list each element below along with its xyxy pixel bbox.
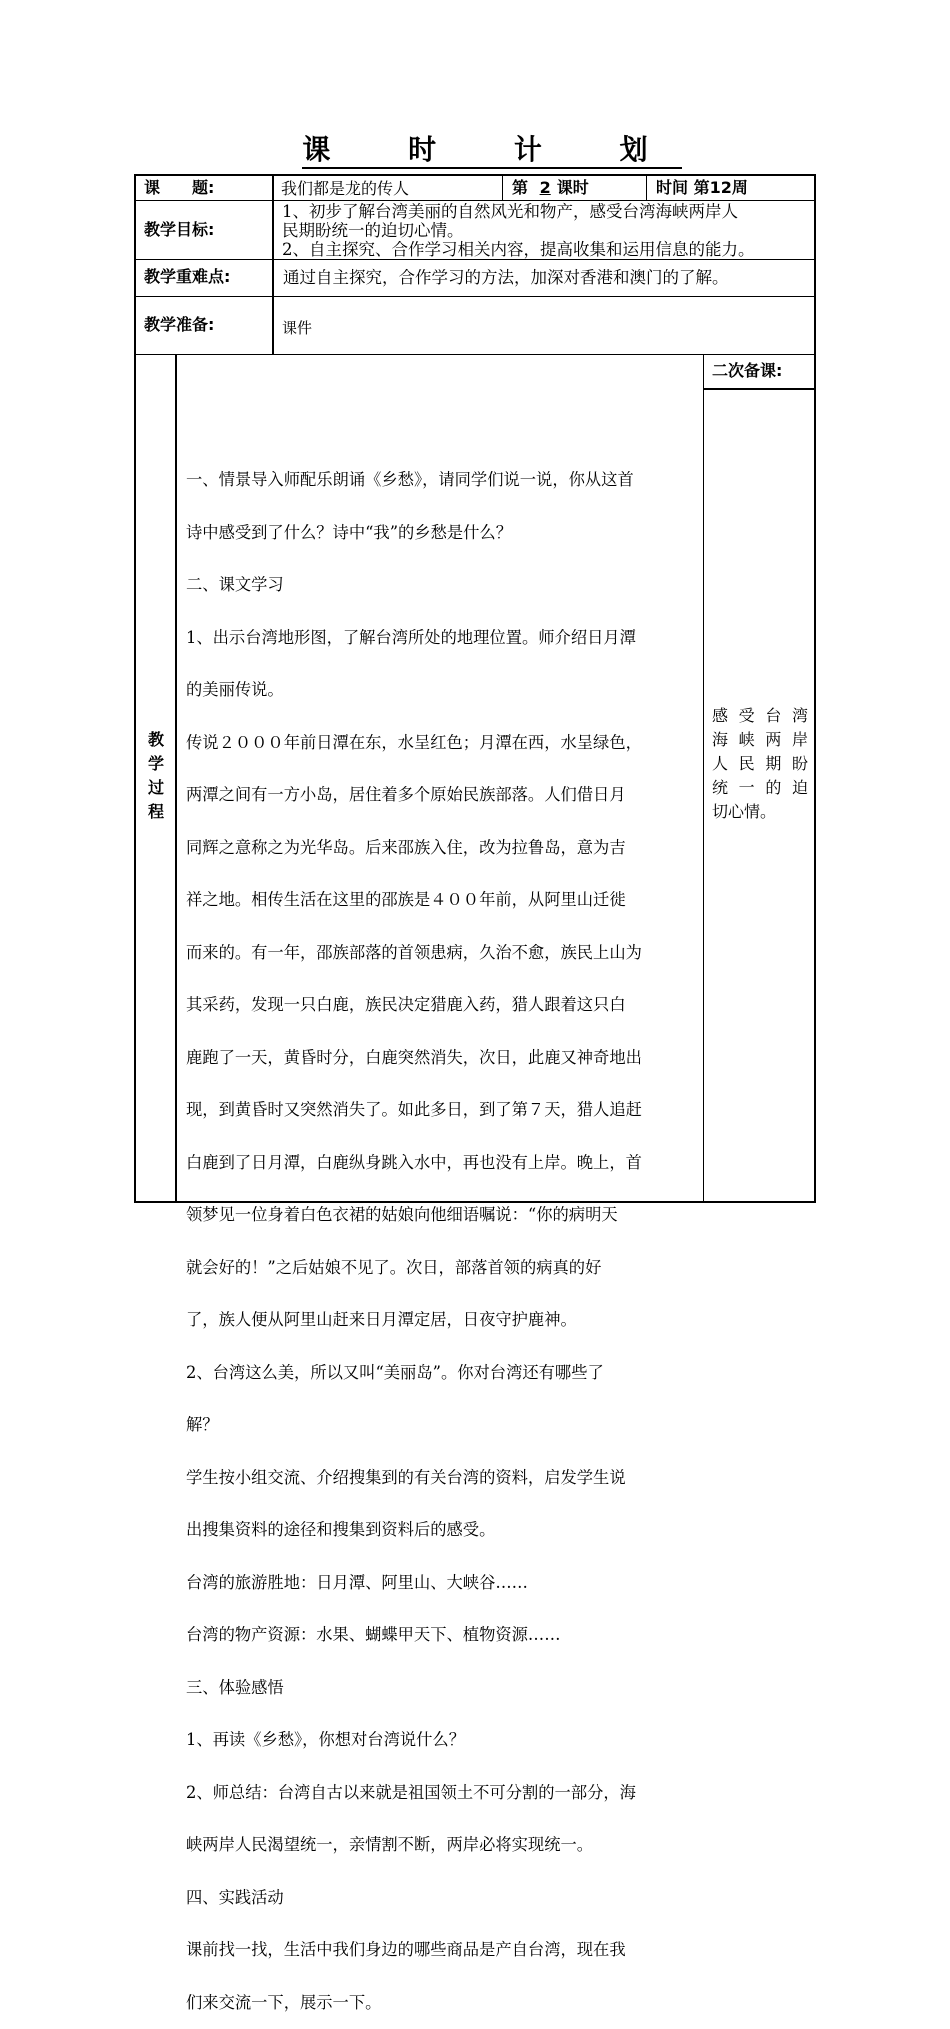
process-line: 课前找一找，生活中我们身边的哪些商品是产自台湾，现在我 — [186, 1940, 626, 1959]
lesson-suffix: 课时 — [556, 178, 589, 197]
process-line: 鹿跑了一天，黄昏时分，白鹿突然消失，次日，此鹿又神奇地出 — [186, 1047, 642, 1067]
process-line: 同辉之意称之为光华岛。后来邵族入住，改为拉鲁岛，意为吉 — [186, 837, 626, 857]
table-border-left — [134, 174, 136, 1203]
process-label — [136, 728, 176, 824]
process-line: 三、体验感悟 — [186, 1677, 284, 1697]
preparation-text: 课件 — [282, 319, 313, 337]
process-line: 一、情景导入师配乐朗诵《乡愁》，请同学们说一说，你从这首 — [186, 470, 634, 489]
process-line: 祥之地。相传生活在这里的邵族是４００年前，从阿里山迁徙 — [186, 890, 626, 909]
process-line: 解？ — [186, 1415, 219, 1434]
row-divider — [134, 200, 816, 201]
side-line: 切心情。 — [712, 802, 777, 821]
process-line: 1、出示台湾地形图，了解台湾所处的地理位置。师介绍日月潭 — [186, 627, 636, 647]
process-label-char: 过 — [147, 778, 164, 797]
process-line: 领梦见一位身着白色衣裙的姑娘向他细语嘱说：“你的病明天 — [186, 1205, 618, 1224]
process-line: 1、再读《乡愁》，你想对台湾说什么？ — [186, 1730, 465, 1749]
second-prep-label: 二次备课: — [712, 361, 783, 380]
time-week — [656, 178, 748, 198]
process-line: 白鹿到了日月潭，白鹿纵身跳入水中，再也没有上岸。晚上，首 — [186, 1152, 642, 1172]
process-line: 两潭之间有一方小岛，居住着多个原始民族部落。人们借日月 — [186, 785, 626, 804]
lesson-number-value: 2 — [539, 178, 551, 197]
process-label-char: 学 — [147, 754, 164, 773]
side-line: 海峡两岸 — [712, 730, 808, 749]
process-line: 而来的。有一年，邵族部落的首领患病，久治不愈，族民上山为 — [186, 942, 642, 962]
row-divider — [134, 296, 816, 297]
process-body — [186, 436, 698, 2029]
process-line: 传说２０００年前日潭在东，水呈红色；月潭在西，水呈绿色， — [186, 732, 642, 752]
col-divider — [703, 354, 704, 1202]
goals-line: 2、自主探究、合作学习相关内容，提高收集和运用信息的能力。 — [282, 240, 755, 259]
row-divider — [703, 388, 816, 390]
lesson-number — [512, 178, 589, 198]
process-line: 峡两岸人民渴望统一，亲情割不断，两岸必将实现统一。 — [186, 1835, 594, 1854]
process-line: 就会好的！”之后姑娘不见了。次日，部落首领的病真的好 — [186, 1257, 602, 1277]
process-line: 其采药，发现一只白鹿，族民决定猎鹿入药，猎人跟着这只白 — [186, 995, 626, 1014]
goals-line: 1、初步了解台湾美丽的自然风光和物产，感受台湾海峡两岸人 — [282, 202, 738, 221]
topic-value: 我们都是龙的传人 — [281, 179, 410, 198]
table-border-top — [134, 174, 816, 176]
goals-line: 民期盼统一的迫切心情。 — [282, 221, 464, 240]
key-points-text: 通过自主探究，合作学习的方法，加深对香港和澳门的了解。 — [283, 268, 729, 287]
topic-label: 课 题: — [144, 178, 215, 197]
process-line: 的美丽传说。 — [186, 680, 284, 699]
process-line: 2、台湾这么美，所以又叫“美丽岛”。你对台湾还有哪些了 — [186, 1362, 604, 1382]
process-line: 四、实践活动 — [186, 1887, 284, 1907]
col-divider — [502, 175, 503, 201]
key-points-label: 教学重难点: — [144, 267, 231, 286]
row-divider — [134, 259, 816, 260]
time-label: 时间 — [656, 178, 689, 197]
week-value: 第12周 — [693, 178, 748, 197]
side-line: 感受台湾 — [712, 706, 808, 725]
lesson-prefix: 第 — [512, 178, 529, 197]
page-title: 课 时 计 划 — [0, 128, 950, 168]
process-line: 学生按小组交流、介绍搜集到的有关台湾的资料，启发学生说 — [186, 1467, 626, 1487]
col-divider — [272, 175, 274, 355]
process-line: 了，族人便从阿里山赶来日月潭定居，日夜守护鹿神。 — [186, 1310, 577, 1329]
goals-text — [282, 202, 812, 259]
process-line: 们来交流一下，展示一下。 — [186, 1992, 382, 2012]
process-label-char: 程 — [147, 802, 164, 821]
row-divider — [134, 354, 816, 355]
process-line: 台湾的旅游胜地：日月潭、阿里山、大峡谷…… — [186, 1572, 528, 1592]
goals-label: 教学目标: — [144, 220, 215, 239]
process-line: 二、课文学习 — [186, 575, 284, 594]
table-border-right — [814, 174, 816, 1203]
process-label-char: 教 — [147, 730, 164, 749]
side-line: 统一的迫 — [712, 778, 808, 797]
side-line: 人民期盼 — [712, 754, 808, 773]
col-divider — [646, 175, 647, 201]
preparation-label: 教学准备: — [144, 315, 215, 334]
process-line: 2、师总结：台湾自古以来就是祖国领土不可分割的一部分，海 — [186, 1782, 636, 1802]
process-line: 现，到黄昏时又突然消失了。如此多日，到了第７天，猎人追赶 — [186, 1100, 642, 1119]
process-line: 出搜集资料的途径和搜集到资料后的感受。 — [186, 1520, 496, 1539]
process-line: 诗中感受到了什么？诗中“我”的乡愁是什么？ — [186, 522, 512, 542]
second-prep-notes — [712, 704, 808, 824]
process-line: 台湾的物产资源：水果、蝴蝶甲天下、植物资源…… — [186, 1625, 561, 1644]
